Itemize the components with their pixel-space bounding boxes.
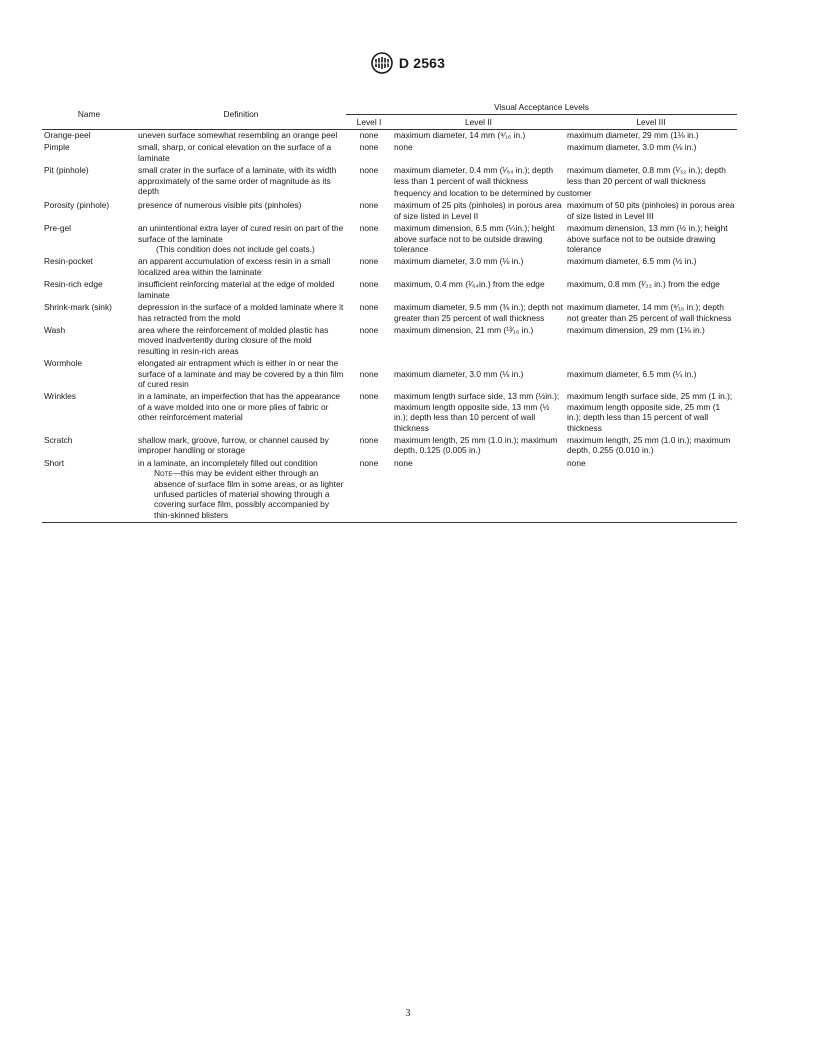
astm-logo-icon — [371, 52, 393, 74]
column-header-name: Name — [42, 100, 136, 130]
row-name: Wrinkles — [44, 391, 76, 402]
column-header-level-3: Level III — [565, 115, 737, 130]
row-name: Porosity (pinhole) — [44, 200, 110, 211]
row-definition: small, sharp, or conical elevation on the surface of a laminate — [138, 142, 332, 163]
row-definition: small crater in the surface of a laminate, with its width approximately of the same order of magnitude as its depth — [138, 165, 337, 197]
row-level-1: none — [359, 324, 379, 335]
row-level-2: maximum dimension, 21 mm (¹³⁄₁₆ in.) — [394, 324, 534, 335]
row-level-3: maximum dimension, 13 mm (½ in.); height above surface not to be outside drawing tolerance — [567, 223, 728, 255]
row-name: Orange-peel — [42, 130, 136, 143]
row-level-1: none — [359, 391, 379, 402]
row-definition: elongated air entrapment which is either in or near the surface of a laminate and may be covered by a thin film of cured resin — [138, 358, 344, 389]
row-name: Wormhole — [44, 358, 83, 369]
table-row — [42, 325, 737, 358]
row-definition: an apparent accumulation of excess resin in a small localized area within the laminate — [138, 256, 331, 277]
row-name: Resin-rich edge — [44, 279, 103, 290]
column-header-level-2: Level II — [392, 115, 565, 130]
row-level-3: maximum diameter, 0.8 mm (¹⁄₃₂ in.); depth less than 20 percent of wall thickness — [567, 165, 726, 186]
table-row — [42, 458, 737, 523]
row-level-2: none — [394, 142, 413, 153]
row-level-2: maximum of 25 pits (pinholes) in porous area of size listed in Level II — [394, 200, 562, 221]
row-level-1: none — [359, 279, 379, 290]
row-level-1: none — [359, 200, 379, 211]
row-definition-cell — [136, 458, 346, 523]
row-level-1: none — [346, 130, 392, 143]
row-definition: area where the reinforcement of molded plastic has moved inadvertently during closure of the mold resulting in resin-rich areas — [138, 324, 329, 356]
row-level-3: maximum of 50 pits (pinholes) in porous area of size listed in Level III — [567, 200, 735, 221]
column-group-visual-acceptance-levels: Visual Acceptance Levels — [346, 100, 737, 115]
row-level-1: none — [346, 458, 392, 523]
table-row — [42, 256, 737, 279]
column-header-level-1: Level I — [346, 115, 392, 130]
row-level-3: maximum diameter, 29 mm (1⅛ in.) — [565, 130, 737, 143]
row-definition: an unintentional extra layer of cured resin on part of the surface of the laminate — [138, 223, 344, 244]
row-definition: in a laminate, an incompletely filled out condition — [138, 457, 318, 468]
row-level-3: maximum length, 25 mm (1.0 in.); maximum depth, 0.255 (0.010 in.) — [567, 434, 731, 456]
row-name: Pre-gel — [44, 223, 71, 234]
row-span-note: frequency and location to be determined by customer — [394, 188, 592, 199]
row-name: Resin-pocket — [44, 256, 93, 267]
table-row — [42, 223, 737, 256]
row-name: Wash — [44, 324, 66, 335]
table-row — [42, 130, 737, 143]
document-designation: D 2563 — [398, 55, 446, 71]
table-row — [42, 165, 737, 188]
row-level-3: none — [565, 458, 737, 523]
row-definition-cell — [136, 223, 346, 256]
row-definition: presence of numerous visible pits (pinholes) — [138, 200, 302, 211]
row-definition: insufficient reinforcing material at the edge of molded laminate — [138, 279, 335, 300]
row-definition: shallow mark, groove, furrow, or channel caused by improper handling or storage — [138, 434, 329, 456]
row-name: Pit (pinhole) — [44, 165, 89, 176]
row-level-3: maximum length surface side, 25 mm (1 in.); maximum length opposite side, 25 mm (1 in.); depth less than 15 percent of wall thickness — [567, 391, 733, 433]
row-level-2: maximum length surface side, 13 mm (½in.); maximum length opposite side, 13 mm (½ in.); depth less than 10 percent of wall thickness — [394, 391, 560, 433]
page-header — [0, 52, 816, 74]
row-level-2: maximum diameter, 3.0 mm (⅛ in.) — [394, 256, 524, 267]
note-label: Note — [154, 468, 173, 479]
row-level-2: maximum diameter, 9.5 mm (⅜ in.); depth not greater than 25 percent of wall thickness — [394, 302, 563, 323]
row-level-3: maximum diameter, 6.5 mm (½ in.) — [567, 256, 697, 267]
row-definition: uneven surface somewhat resembling an orange peel — [136, 130, 346, 143]
row-level-2: maximum diameter, 3.0 mm (⅛ in.) — [394, 368, 524, 379]
row-level-1: none — [359, 302, 379, 313]
row-definition: depression in the surface of a molded laminate where it has retracted from the mold — [138, 302, 344, 323]
table-row — [42, 358, 737, 391]
row-level-3: maximum, 0.8 mm (¹⁄₃₂ in.) from the edge — [567, 279, 720, 290]
table-row — [42, 302, 737, 325]
row-level-3: maximum diameter, 3.0 mm (⅛ in.) — [567, 142, 697, 153]
row-level-2: maximum diameter, 14 mm (⁹⁄₁₆ in.) — [392, 130, 565, 143]
row-level-3: maximum dimension, 29 mm (1⅛ in.) — [567, 324, 705, 335]
row-name: Short — [42, 458, 136, 523]
row-level-3: maximum diameter, 6.5 mm (¼ in.) — [567, 368, 697, 379]
row-level-2: maximum dimension, 6.5 mm (¼in.); height above surface not to be outside drawing tolerance — [394, 223, 555, 255]
note-text: —this may be evident either through an absence of surface film in some areas, or as lighter unfused particles of material showing through a covering surface film, possibly accompanied by thin-skinned blisters — [154, 468, 344, 520]
table-row — [42, 435, 737, 458]
column-header-definition: Definition — [136, 100, 346, 130]
row-name: Shrink-mark (sink) — [44, 302, 112, 313]
table-row — [42, 142, 737, 165]
row-name: Scratch — [44, 434, 73, 445]
row-definition-note — [138, 468, 344, 520]
row-level-2: maximum diameter, 0.4 mm (¹⁄₆₄ in.); depth less than 1 percent of wall thickness — [394, 165, 553, 186]
row-definition-note: (This condition does not include gel coats.) — [156, 244, 315, 255]
row-level-3: maximum diameter, 14 mm (⁹⁄₁₆ in.); depth not greater than 25 percent of wall thickness — [567, 302, 732, 323]
row-level-2: maximum length, 25 mm (1.0 in.); maximum depth, 0.125 (0.005 in.) — [394, 434, 558, 456]
row-level-1: none — [359, 368, 379, 379]
row-level-1: none — [359, 165, 379, 176]
acceptance-levels-table — [42, 100, 737, 523]
table-row — [42, 279, 737, 302]
table-row — [42, 391, 737, 435]
row-level-2: none — [392, 458, 565, 523]
row-definition: in a laminate, an imperfection that has the appearance of a wave molded into one or more plies of fabric or other reinforcement material — [138, 391, 341, 423]
page-number: 3 — [405, 1008, 411, 1019]
row-level-1: none — [359, 223, 379, 234]
row-name: Pimple — [44, 142, 70, 153]
row-level-1: none — [359, 434, 379, 445]
table-row — [42, 200, 737, 223]
row-level-1: none — [359, 256, 379, 267]
row-level-2: maximum, 0.4 mm (¹⁄₆₄in.) from the edge — [394, 279, 545, 290]
row-level-1: none — [359, 142, 379, 153]
